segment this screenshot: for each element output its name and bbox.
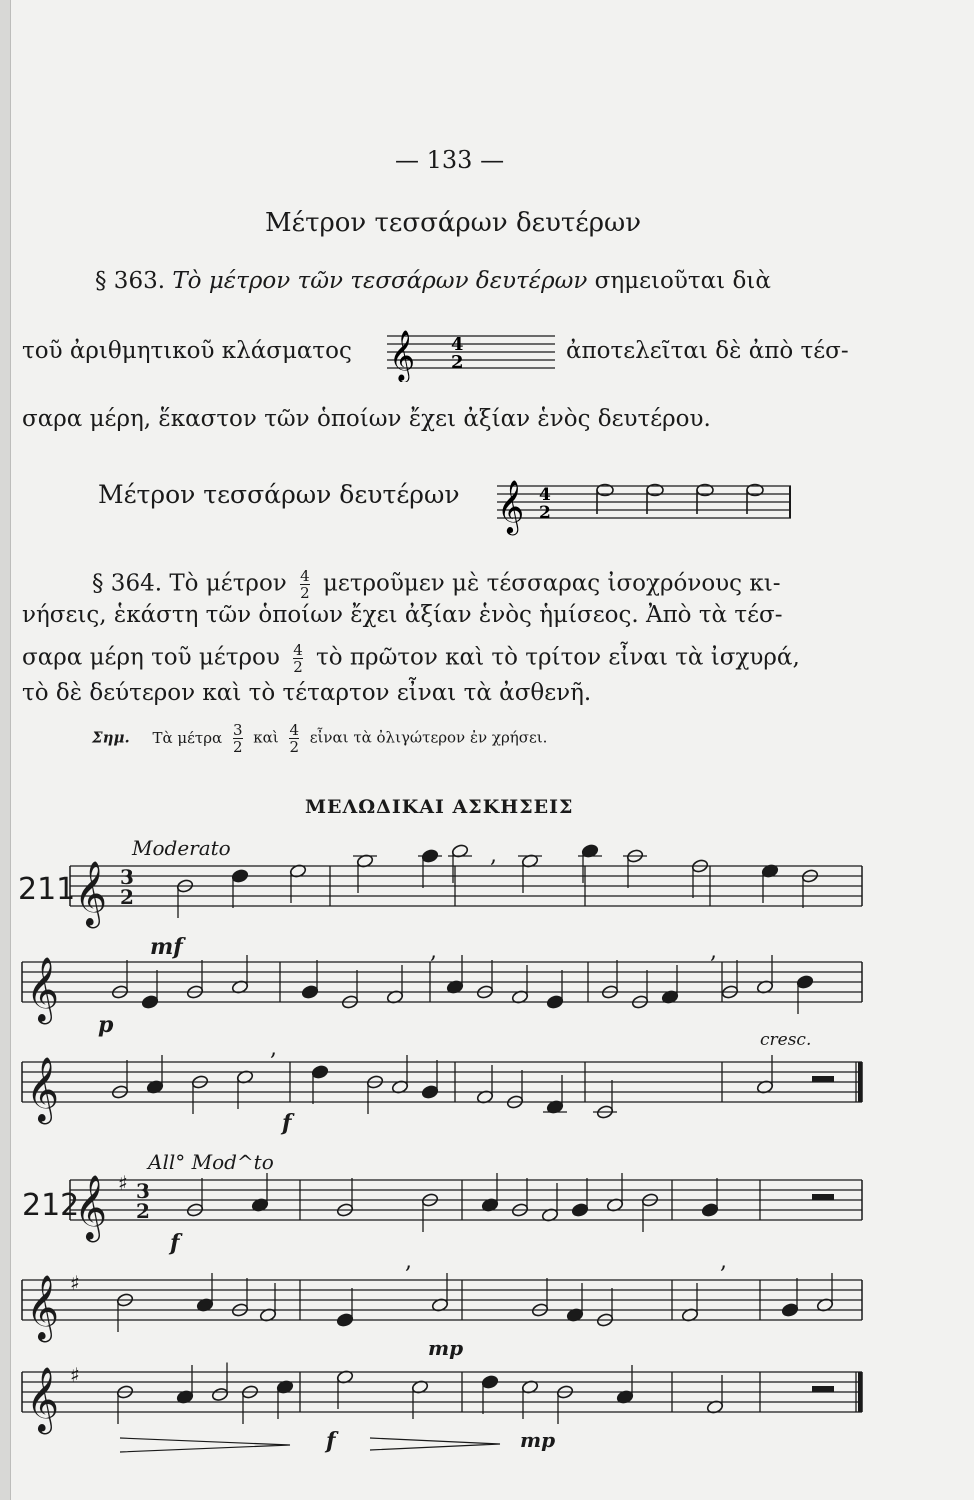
ts-denominator: 2 xyxy=(120,885,134,909)
sec364-l3a: σαρα μέρη τοῦ μέτρου xyxy=(22,644,280,671)
dynamic-mark: f xyxy=(282,1110,292,1136)
note-head xyxy=(571,1203,589,1218)
ex211-tempo: Moderato xyxy=(132,836,231,860)
sec364-l1a: § 364. Τὸ μέτρον xyxy=(92,570,287,597)
dynamic-mark: p xyxy=(98,1012,114,1038)
ts-denominator: 2 xyxy=(451,352,464,373)
fraction-4-2: $\frac{4}{2}$ xyxy=(289,721,299,756)
breath-mark-icon: , xyxy=(430,939,437,964)
treble-clef-icon: 𝄞 xyxy=(74,1175,108,1240)
whole-rest-icon xyxy=(812,1386,834,1392)
breath-mark-icon: , xyxy=(710,939,717,964)
sec363-line2b: ἀποτελεῖται δὲ ἀπὸ τέσ- xyxy=(566,338,849,364)
sec363-line3: σαρα μέρη, ἕκαστον τῶν ὁποίων ἔχει ἀξίαν ἑνὸς δευτέρου. xyxy=(22,406,711,432)
dynamic-mark: cresc. xyxy=(760,1030,812,1050)
fraction-4-2: $\frac{4}{2}$ xyxy=(300,567,310,602)
treble-clef-icon: 𝄞 xyxy=(26,1057,60,1122)
sec364-line2: νήσεις, ἑκάστη τῶν ὁποίων ἔχει ἀξίαν ἑνὸς ἡμίσεος. Ἀπὸ τὰ τέσ- xyxy=(22,602,783,628)
fraction-4-2: $\frac{4}{2}$ xyxy=(293,641,303,676)
dynamic-mark: mp xyxy=(520,1428,556,1452)
note-head xyxy=(421,1085,439,1100)
note-head xyxy=(311,1065,329,1080)
note-text-a: Τὰ μέτρα xyxy=(152,728,223,747)
exercises-title: ΜΕΛΩΔΙΚΑΙ ΑΣΚΗΣΕΙΣ xyxy=(305,796,574,818)
page-number: — 133 — xyxy=(395,146,505,174)
note-head xyxy=(301,985,319,1000)
sharp-icon: ♯ xyxy=(70,1363,80,1387)
note-text-c: εἶναι τὰ ὀλιγώτερον ἐν χρήσει. xyxy=(309,728,548,747)
ts-numerator: 4 xyxy=(539,485,551,505)
treble-clef-icon: 𝄞 xyxy=(389,330,416,381)
dynamic-mark: f xyxy=(326,1428,336,1454)
breath-mark-icon: , xyxy=(270,1036,277,1061)
whole-rest-icon xyxy=(812,1076,834,1082)
meter-label: Μέτρον τεσσάρων δευτέρων xyxy=(98,480,460,509)
breath-mark-icon: , xyxy=(405,1249,412,1274)
sec364-l1b: μετροῦμεν μὲ τέσσαρας ἰσοχρόνους κι- xyxy=(322,570,781,597)
dynamic-mark: mf xyxy=(150,934,183,960)
ts-numerator: 4 xyxy=(451,334,464,355)
note-label: Σημ. xyxy=(92,728,130,747)
ts-numerator: 3 xyxy=(136,1179,150,1203)
ts-numerator: 3 xyxy=(120,865,134,889)
ts-denominator: 2 xyxy=(136,1199,150,1223)
sharp-icon: ♯ xyxy=(70,1271,80,1295)
ts-denominator: 2 xyxy=(539,503,551,523)
ex212-tempo: All° Mod^to xyxy=(148,1150,274,1174)
ex211-number: 211 xyxy=(18,872,76,907)
note-head xyxy=(546,995,564,1010)
treble-clef-icon: 𝄞 xyxy=(26,1275,60,1340)
treble-clef-icon: 𝄞 xyxy=(497,479,525,533)
treble-clef-icon: 𝄞 xyxy=(74,861,108,926)
note-head xyxy=(796,975,814,990)
sec363-rest: σημειοῦται διὰ xyxy=(594,268,771,294)
note-head xyxy=(231,869,249,884)
sharp-icon: ♯ xyxy=(118,1171,128,1195)
sec364-line4: τὸ δὲ δεύτερον καὶ τὸ τέταρτον εἶναι τὰ ἀσθενῆ. xyxy=(22,680,592,706)
breath-mark-icon: , xyxy=(490,843,497,868)
note-head xyxy=(481,1375,499,1390)
note-head xyxy=(141,995,159,1010)
crescendo-hairpin xyxy=(120,1438,290,1452)
note-text-b: καὶ xyxy=(253,728,279,747)
breath-mark-icon: , xyxy=(720,1249,727,1274)
note-head xyxy=(701,1203,719,1218)
ex212-number: 212 xyxy=(22,1188,80,1223)
dynamic-mark: mp xyxy=(428,1336,464,1360)
decrescendo-hairpin xyxy=(370,1438,500,1450)
sec363-line2a: τοῦ ἀριθμητικοῦ κλάσματος xyxy=(22,338,352,364)
sec363-italic: Τὸ μέτρον τῶν τεσσάρων δευτέρων xyxy=(172,268,588,294)
note-head xyxy=(336,1313,354,1328)
sec364-l3b: τὸ πρῶτον καὶ τὸ τρίτον εἶναι τὰ ἰσχυρά, xyxy=(316,644,800,671)
note-head xyxy=(211,1387,229,1402)
sec363-number: § 363. xyxy=(95,268,166,294)
dynamic-mark: f xyxy=(170,1230,180,1256)
whole-rest-icon xyxy=(812,1194,834,1200)
treble-clef-icon: 𝄞 xyxy=(26,1367,60,1432)
section-heading: Μέτρον τεσσάρων δευτέρων xyxy=(265,208,642,238)
treble-clef-icon: 𝄞 xyxy=(26,957,60,1022)
fraction-3-2: $\frac{3}{2}$ xyxy=(232,721,243,756)
note-head xyxy=(781,1303,799,1318)
